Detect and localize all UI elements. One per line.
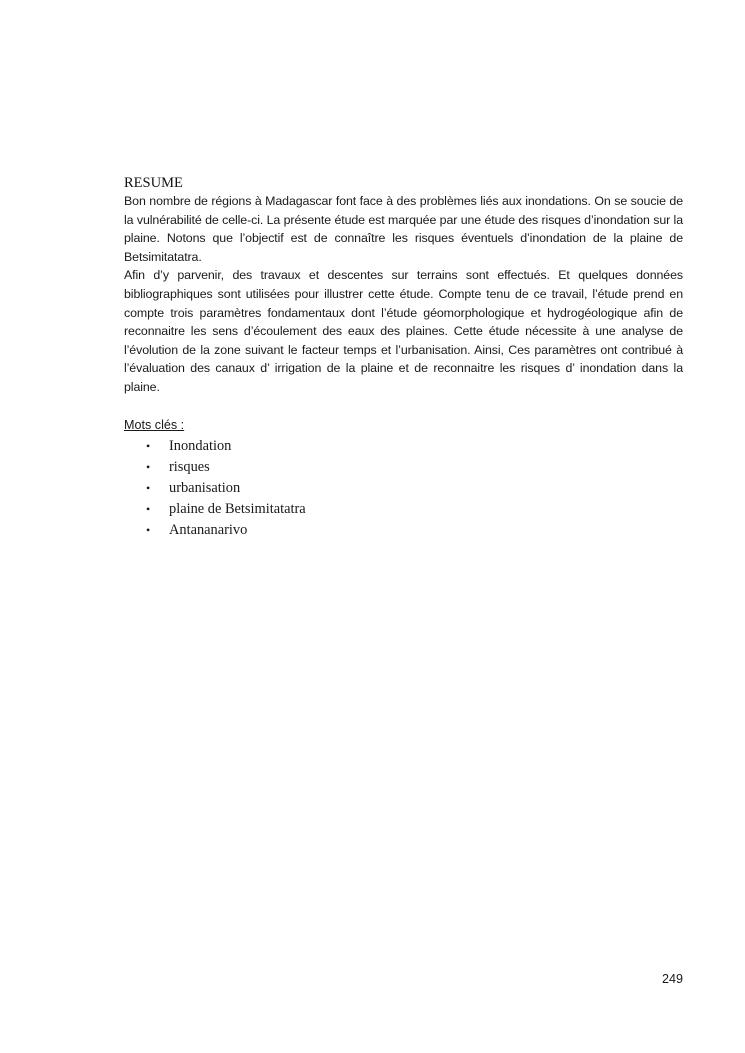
abstract-paragraph-2: Afin d’y parvenir, des travaux et descentes sur terrains sont effectués. Et quelques données bibliographiques sont utilisées pour illustrer cette étude. Compte tenu de ce travail, l’étude prend en compte trois paramètres fondamentaux dont l’étude géomorphologique et hydrogéologique afin de reconnaitre les sens d’écoulement des eaux des plaines. Cette étude nécessite à une analyse de l’évolution de la zone suivant le facteur temps et l’urbanisation. Ainsi, Ces paramètres ont contribué à l’évaluation des canaux d’ irrigation de la plaine et de reconnaitre les risques d’ inondation dans la plaine. — [124, 268, 683, 394]
bullet-icon: • — [146, 459, 151, 474]
keyword-item — [124, 520, 683, 541]
keyword-label: Inondation — [169, 437, 232, 454]
keyword-label: plaine de Betsimitatatra — [169, 500, 306, 517]
keyword-item — [124, 457, 683, 478]
page-number: 249 — [661, 972, 683, 986]
keyword-item — [124, 478, 683, 499]
bullet-icon: • — [146, 522, 151, 537]
resume-heading: RESUME — [124, 175, 183, 191]
keyword-label: Antananarivo — [169, 521, 248, 538]
bullet-icon: • — [146, 501, 151, 516]
page-content — [124, 174, 683, 541]
abstract-text — [124, 192, 683, 397]
bullet-icon: • — [146, 480, 151, 495]
keyword-item — [124, 499, 683, 520]
keywords-list — [124, 436, 683, 541]
bullet-icon: • — [146, 438, 151, 453]
keyword-label: urbanisation — [169, 479, 241, 496]
abstract-paragraph-1: Bon nombre de régions à Madagascar font face à des problèmes liés aux inondations. On se soucie de la vulnérabilité de celle-ci. La présente étude est marquée par une étude des risques d’inondation sur la plaine. Notons que l’objectif est de connaître les risques éventuels d’inondation de la plaine de Betsimitatatra. — [124, 194, 683, 264]
keyword-label: risques — [169, 458, 210, 475]
keywords-heading: Mots clés : — [124, 417, 185, 432]
keyword-item — [124, 436, 683, 457]
